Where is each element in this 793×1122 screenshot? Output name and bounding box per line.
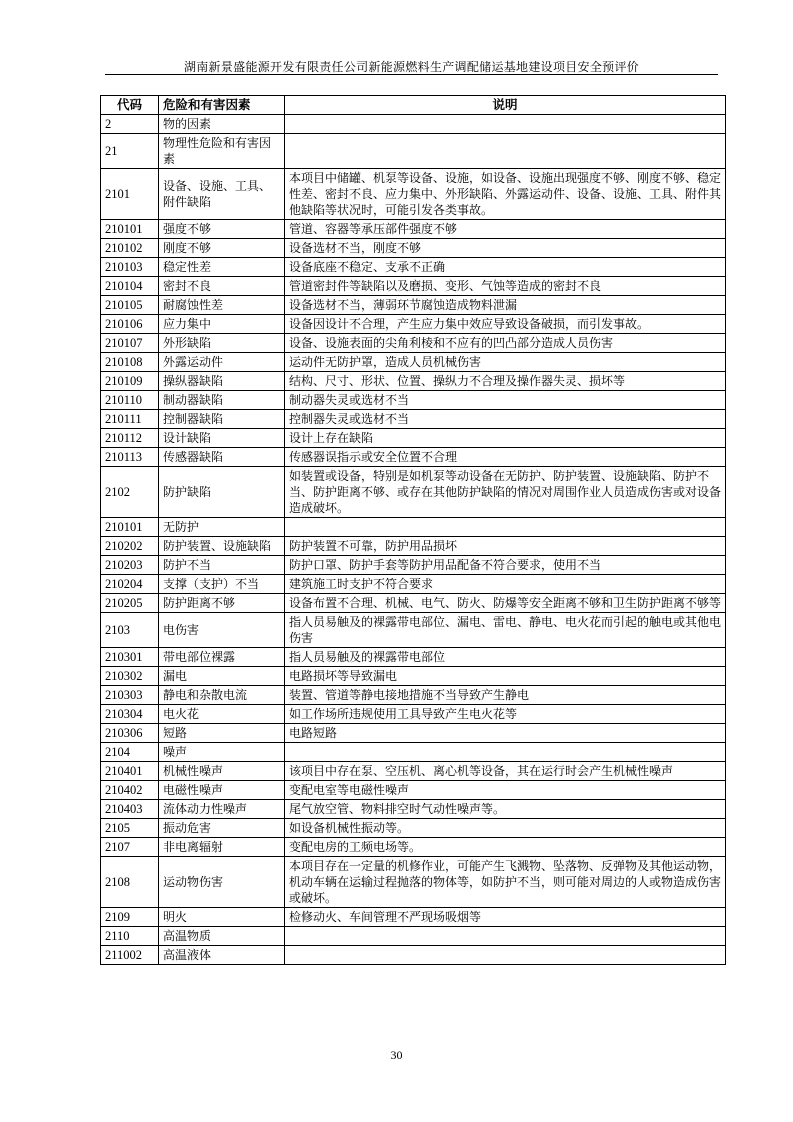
code-cell: 210110 bbox=[101, 391, 159, 410]
table-row bbox=[101, 724, 726, 743]
description-cell bbox=[285, 743, 726, 762]
description-cell: 指人员易触及的裸露带电部位 bbox=[285, 648, 726, 667]
hazard-name-cell: 短路 bbox=[159, 724, 285, 743]
code-cell: 210203 bbox=[101, 556, 159, 575]
hazard-name-cell: 电磁性噪声 bbox=[159, 781, 285, 800]
code-cell: 2 bbox=[101, 115, 159, 134]
description-cell: 管道、容器等承压部件强度不够 bbox=[285, 220, 726, 239]
hazard-name-cell: 强度不够 bbox=[159, 220, 285, 239]
hazard-name-cell: 机械性噪声 bbox=[159, 762, 285, 781]
code-cell: 2109 bbox=[101, 908, 159, 927]
code-cell: 210104 bbox=[101, 277, 159, 296]
hazard-table bbox=[100, 95, 726, 965]
code-cell: 2104 bbox=[101, 743, 159, 762]
hazard-name-cell: 密封不良 bbox=[159, 277, 285, 296]
code-cell: 210105 bbox=[101, 296, 159, 315]
table-row bbox=[101, 800, 726, 819]
code-cell: 210108 bbox=[101, 353, 159, 372]
description-cell: 指人员易触及的裸露带电部位、漏电、雷电、静电、电火花而引起的触电或其他电伤害 bbox=[285, 613, 726, 648]
code-cell: 210401 bbox=[101, 762, 159, 781]
hazard-name-cell: 设计缺陷 bbox=[159, 429, 285, 448]
table-row bbox=[101, 594, 726, 613]
code-cell: 210113 bbox=[101, 448, 159, 467]
code-cell: 210306 bbox=[101, 724, 159, 743]
hazard-name-cell: 高温物质 bbox=[159, 927, 285, 946]
code-cell: 2102 bbox=[101, 467, 159, 518]
hazard-name-cell: 应力集中 bbox=[159, 315, 285, 334]
table-row bbox=[101, 134, 726, 169]
table-row bbox=[101, 220, 726, 239]
table-row bbox=[101, 705, 726, 724]
table-row bbox=[101, 537, 726, 556]
hazard-name-cell: 运动物伤害 bbox=[159, 857, 285, 908]
code-cell: 210107 bbox=[101, 334, 159, 353]
table-row bbox=[101, 838, 726, 857]
code-cell: 210403 bbox=[101, 800, 159, 819]
code-cell: 2103 bbox=[101, 613, 159, 648]
code-cell: 211002 bbox=[101, 946, 159, 965]
hazard-name-cell: 带电部位裸露 bbox=[159, 648, 285, 667]
description-cell: 装置、管道等静电接地措施不当导致产生静电 bbox=[285, 686, 726, 705]
table-row bbox=[101, 575, 726, 594]
description-cell: 制动器失灵或选材不当 bbox=[285, 391, 726, 410]
table-row bbox=[101, 927, 726, 946]
description-cell: 设备选材不当，刚度不够 bbox=[285, 239, 726, 258]
table-row bbox=[101, 556, 726, 575]
table-row bbox=[101, 467, 726, 518]
code-cell: 210109 bbox=[101, 372, 159, 391]
table-row bbox=[101, 239, 726, 258]
table-row bbox=[101, 334, 726, 353]
table-row bbox=[101, 353, 726, 372]
hazard-name-cell: 耐腐蚀性差 bbox=[159, 296, 285, 315]
description-cell bbox=[285, 134, 726, 169]
column-header-hazard: 危险和有害因素 bbox=[159, 96, 285, 115]
hazard-name-cell: 静电和杂散电流 bbox=[159, 686, 285, 705]
description-cell: 设计上存在缺陷 bbox=[285, 429, 726, 448]
header-rule bbox=[105, 74, 718, 75]
page-number: 30 bbox=[390, 1048, 403, 1062]
table-row bbox=[101, 410, 726, 429]
description-cell: 本项目中储罐、机泵等设备、设施，如设备、设施出现强度不够、刚度不够、稳定性差、密封不良、应力集中、外形缺陷、外露运动件、设备、设施、工具、附件其他缺陷等状况时，可能引发各类事故。 bbox=[285, 169, 726, 220]
table-row bbox=[101, 613, 726, 648]
hazard-name-cell: 物理性危险和有害因素 bbox=[159, 134, 285, 169]
hazard-name-cell: 外露运动件 bbox=[159, 353, 285, 372]
table-row bbox=[101, 258, 726, 277]
code-cell: 2101 bbox=[101, 169, 159, 220]
description-cell: 控制器失灵或选材不当 bbox=[285, 410, 726, 429]
description-cell bbox=[285, 946, 726, 965]
code-cell: 210106 bbox=[101, 315, 159, 334]
description-cell bbox=[285, 518, 726, 537]
table-row bbox=[101, 277, 726, 296]
table-row bbox=[101, 946, 726, 965]
description-cell: 设备布置不合理、机械、电气、防火、防爆等安全距离不够和卫生防护距离不够等 bbox=[285, 594, 726, 613]
table-row bbox=[101, 391, 726, 410]
table-header-row bbox=[101, 96, 726, 115]
hazard-name-cell: 稳定性差 bbox=[159, 258, 285, 277]
code-cell: 2105 bbox=[101, 819, 159, 838]
hazard-name-cell: 非电离辐射 bbox=[159, 838, 285, 857]
code-cell: 210304 bbox=[101, 705, 159, 724]
description-cell: 电路短路 bbox=[285, 724, 726, 743]
table-row bbox=[101, 857, 726, 908]
code-cell: 210103 bbox=[101, 258, 159, 277]
page-header-title: 湖南新景盛能源开发有限责任公司新能源燃料生产调配储运基地建设项目安全预评价 bbox=[183, 60, 640, 74]
code-cell: 210102 bbox=[101, 239, 159, 258]
code-cell: 2110 bbox=[101, 927, 159, 946]
description-cell: 设备因设计不合理，产生应力集中效应导致设备破损，而引发事故。 bbox=[285, 315, 726, 334]
code-cell: 210402 bbox=[101, 781, 159, 800]
table-row bbox=[101, 372, 726, 391]
hazard-name-cell: 支撑（支护）不当 bbox=[159, 575, 285, 594]
code-cell: 210301 bbox=[101, 648, 159, 667]
table-row bbox=[101, 429, 726, 448]
description-cell: 设备选材不当，薄弱环节腐蚀造成物料泄漏 bbox=[285, 296, 726, 315]
table-row bbox=[101, 169, 726, 220]
hazard-name-cell: 外形缺陷 bbox=[159, 334, 285, 353]
code-cell: 210112 bbox=[101, 429, 159, 448]
description-cell: 设备、设施表面的尖角利棱和不应有的凹凸部分造成人员伤害 bbox=[285, 334, 726, 353]
hazard-name-cell: 漏电 bbox=[159, 667, 285, 686]
description-cell: 该项目中存在泵、空压机、离心机等设备，其在运行时会产生机械性噪声 bbox=[285, 762, 726, 781]
description-cell bbox=[285, 115, 726, 134]
description-cell: 如设备机械性振动等。 bbox=[285, 819, 726, 838]
hazard-name-cell: 防护缺陷 bbox=[159, 467, 285, 518]
hazard-name-cell: 振动危害 bbox=[159, 819, 285, 838]
column-header-code: 代码 bbox=[101, 96, 159, 115]
description-cell: 传感器误指示或安全位置不合理 bbox=[285, 448, 726, 467]
description-cell: 本项目存在一定量的机修作业，可能产生飞溅物、坠落物、反弹物及其他运动物，机动车辆在运输过程抛落的物体等，如防护不当，则可能对周边的人或物造成伤害或破坏。 bbox=[285, 857, 726, 908]
code-cell: 210303 bbox=[101, 686, 159, 705]
description-cell: 设备底座不稳定、支承不正确 bbox=[285, 258, 726, 277]
code-cell: 2108 bbox=[101, 857, 159, 908]
hazard-name-cell: 电伤害 bbox=[159, 613, 285, 648]
hazard-name-cell: 操纵器缺陷 bbox=[159, 372, 285, 391]
table-row bbox=[101, 781, 726, 800]
description-cell: 防护口罩、防护手套等防护用品配备不符合要求，使用不当 bbox=[285, 556, 726, 575]
description-cell: 尾气放空管、物料排空时气动性噪声等。 bbox=[285, 800, 726, 819]
description-cell: 如工作场所违规使用工具导致产生电火花等 bbox=[285, 705, 726, 724]
hazard-name-cell: 电火花 bbox=[159, 705, 285, 724]
hazard-name-cell: 防护装置、设施缺陷 bbox=[159, 537, 285, 556]
hazard-name-cell: 防护距离不够 bbox=[159, 594, 285, 613]
table-row bbox=[101, 448, 726, 467]
table-row bbox=[101, 686, 726, 705]
table-row bbox=[101, 648, 726, 667]
description-cell: 如装置或设备，特别是如机泵等动设备在无防护、防护装置、设施缺陷、防护不当、防护距离不够、或存在其他防护缺陷的情况对周围作业人员造成伤害或对设备造成破坏。 bbox=[285, 467, 726, 518]
column-header-description: 说明 bbox=[285, 96, 726, 115]
description-cell: 电路损坏等导致漏电 bbox=[285, 667, 726, 686]
code-cell: 210202 bbox=[101, 537, 159, 556]
hazard-name-cell: 刚度不够 bbox=[159, 239, 285, 258]
table-row bbox=[101, 762, 726, 781]
code-cell: 21 bbox=[101, 134, 159, 169]
hazard-name-cell: 高温液体 bbox=[159, 946, 285, 965]
description-cell: 建筑施工时支护不符合要求 bbox=[285, 575, 726, 594]
description-cell: 运动件无防护罩，造成人员机械伤害 bbox=[285, 353, 726, 372]
code-cell: 210302 bbox=[101, 667, 159, 686]
table-row bbox=[101, 908, 726, 927]
table-row bbox=[101, 115, 726, 134]
table-row bbox=[101, 296, 726, 315]
description-cell: 防护装置不可靠，防护用品损坏 bbox=[285, 537, 726, 556]
description-cell: 检修动火、车间管理不严现场吸烟等 bbox=[285, 908, 726, 927]
code-cell: 210101 bbox=[101, 518, 159, 537]
code-cell: 210205 bbox=[101, 594, 159, 613]
hazard-name-cell: 明火 bbox=[159, 908, 285, 927]
hazard-name-cell: 控制器缺陷 bbox=[159, 410, 285, 429]
hazard-name-cell: 物的因素 bbox=[159, 115, 285, 134]
description-cell: 结构、尺寸、形状、位置、操纵力不合理及操作器失灵、损坏等 bbox=[285, 372, 726, 391]
table-row bbox=[101, 819, 726, 838]
hazard-name-cell: 传感器缺陷 bbox=[159, 448, 285, 467]
code-cell: 210101 bbox=[101, 220, 159, 239]
hazard-name-cell: 噪声 bbox=[159, 743, 285, 762]
hazard-name-cell: 流体动力性噪声 bbox=[159, 800, 285, 819]
description-cell: 管道密封件等缺陷以及磨损、变形、气蚀等造成的密封不良 bbox=[285, 277, 726, 296]
code-cell: 2107 bbox=[101, 838, 159, 857]
hazard-name-cell: 设备、设施、工具、附件缺陷 bbox=[159, 169, 285, 220]
table-row bbox=[101, 518, 726, 537]
hazard-name-cell: 防护不当 bbox=[159, 556, 285, 575]
hazard-name-cell: 制动器缺陷 bbox=[159, 391, 285, 410]
table-row bbox=[101, 667, 726, 686]
description-cell: 变配电室等电磁性噪声 bbox=[285, 781, 726, 800]
table-body bbox=[101, 115, 726, 965]
table-row bbox=[101, 743, 726, 762]
description-cell: 变配电房的工频电场等。 bbox=[285, 838, 726, 857]
description-cell bbox=[285, 927, 726, 946]
hazard-name-cell: 无防护 bbox=[159, 518, 285, 537]
code-cell: 210204 bbox=[101, 575, 159, 594]
table-row bbox=[101, 315, 726, 334]
code-cell: 210111 bbox=[101, 410, 159, 429]
